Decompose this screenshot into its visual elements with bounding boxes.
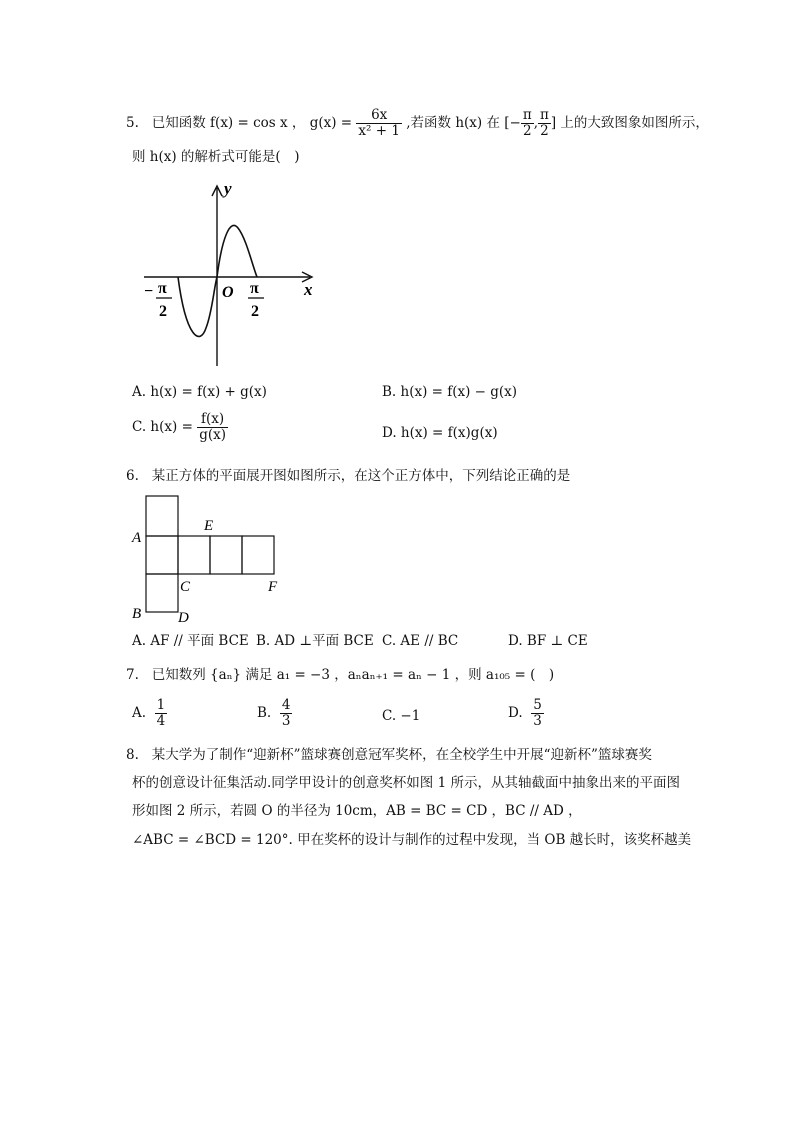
neg-sign: − (144, 283, 154, 300)
q5-option-a: A. h(x) = f(x) + g(x) (132, 384, 267, 400)
q8-line1: 8. 某大学为了制作“迎新杯”篮球赛创意冠军奖杯，在全校学生中开展“迎新杯”篮球赛奖 (126, 747, 652, 763)
pos-pi: π (250, 280, 259, 297)
q7-text: 已知数列 {aₙ} 满足 a₁ = −3 ，aₙaₙ₊₁ = aₙ − 1 ，则 a₁₀₅ = ( ) (151, 667, 555, 683)
label-d: D (178, 610, 189, 624)
q5-text-part1: 已知函数 f(x) = cos x ， (151, 115, 306, 131)
q5-interval-right: $\frac{\pi}{2}$ (540, 107, 549, 139)
q5-stem-line1: 5. 已知函数 f(x) = cos x ， g(x) = $\frac{6x}{\text{x² + 1}}$ ,若函数 h(x) 在 [− $\frac{\pi}{2}$ , $\frac{\pi}{2}$ ] 上的大致图象如图所示， (126, 107, 709, 139)
q5-text-part2: ,若函数 h(x) 在 [− (406, 115, 521, 131)
q8-number: 8. (126, 747, 139, 763)
neg-pi: π (158, 280, 167, 297)
q8-line4: ∠ABC = ∠BCD = 120°. 甲在奖杯的设计与制作的过程中发现，当 OB 越长时，该奖杯越美 (132, 832, 692, 848)
q5-g-denominator: x² + 1 (358, 123, 400, 139)
q5-option-b: B. h(x) = f(x) − g(x) (382, 384, 518, 400)
q5-stem-line2: 则 h(x) 的解析式可能是( ) (132, 149, 300, 165)
q5-graph (138, 178, 328, 368)
net-square-4 (242, 536, 274, 574)
origin-label: O (222, 284, 234, 301)
q5-option-c-fraction: $\frac{f(x)}{g(x)}$ (199, 411, 226, 443)
q5-option-d: D. h(x) = f(x)g(x) (382, 425, 498, 441)
q7-number: 7. (126, 667, 139, 683)
q5-text-part3: ] 上的大致图象如图所示， (550, 115, 709, 131)
q5-g-numerator: 6x (356, 108, 402, 124)
label-c: C (180, 579, 191, 595)
net-square-top (146, 496, 178, 536)
q5-g-lhs: g(x) = (309, 115, 353, 131)
q7-option-d: D. $\frac{5}{3}$ (508, 697, 542, 729)
q5-interval-left: $\frac{\pi}{2}$ (522, 107, 532, 139)
net-square-bottom (146, 574, 178, 612)
q8-line2: 杯的创意设计征集活动.同学甲设计的创意奖杯如图 1 所示，从其轴截面中抽象出来的平面图 (132, 775, 680, 791)
pos-den: 2 (251, 303, 259, 320)
q7-option-b: B. $\frac{4}{3}$ (257, 697, 291, 729)
q6-option-d: D. BF ⊥ CE (508, 633, 588, 649)
q6-stem (126, 467, 570, 485)
label-a: A (132, 530, 142, 546)
q7-option-c: C. −1 (382, 708, 421, 724)
q7-stem (126, 666, 554, 684)
label-f: F (268, 579, 278, 595)
q5-g-fraction (356, 108, 402, 139)
q5-option-c: C. h(x) = $\frac{f(x)}{g(x)}$ (132, 411, 226, 443)
q6-text: 某正方体的平面展开图如图所示，在这个正方体中，下列结论正确的是 (151, 468, 571, 484)
q6-cube-net (128, 494, 288, 624)
q8-line3: 形如图 2 所示，若圆 O 的半径为 10cm，AB = BC = CD ，BC // AD ， (132, 803, 582, 819)
net-square-2 (178, 536, 210, 574)
net-square-3 (210, 536, 242, 574)
q7-option-a: A. $\frac{1}{4}$ (132, 697, 166, 729)
q5-number: 5. (126, 115, 139, 131)
q6-option-c: C. AE // BC (382, 633, 459, 649)
label-e: E (204, 518, 214, 534)
x-axis-label: x (304, 280, 313, 299)
q6-option-a: A. AF // 平面 BCE (132, 633, 249, 649)
label-b: B (132, 606, 142, 622)
q6-option-b: B. AD ⊥平面 BCE (256, 633, 374, 649)
neg-den: 2 (159, 303, 167, 320)
y-axis-label: y (224, 179, 232, 198)
net-square-a (146, 536, 178, 574)
q6-number: 6. (126, 468, 139, 484)
